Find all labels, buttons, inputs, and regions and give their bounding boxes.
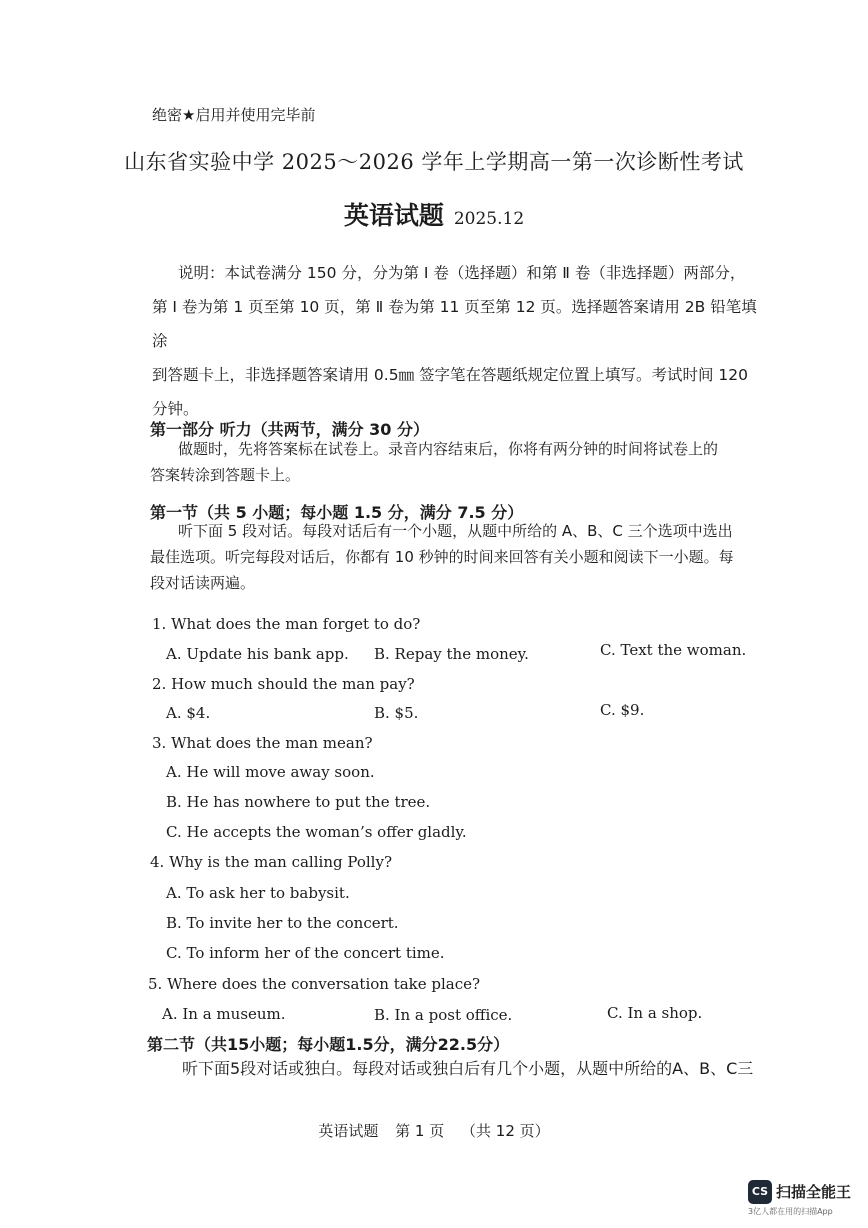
camscanner-name: 扫描全能王: [776, 1183, 852, 1201]
page-footer: [0, 1120, 868, 1141]
exam-date: 2025.12: [453, 209, 525, 229]
question-stem: 1. What does the man forget to do?: [152, 615, 421, 633]
section1-intro-line: 段对话读两遍。: [150, 574, 256, 592]
subject-line: [0, 196, 868, 232]
part1-intro-line: 做题时，先将答案标在试卷上。录音内容结束后，你将有两分钟的时间将试卷上的: [178, 440, 719, 458]
footer-page-number: 第 1 页: [395, 1122, 445, 1140]
footer-page-total: （共 12 页）: [461, 1122, 550, 1140]
instructions-line: 分钟。: [152, 400, 199, 418]
section1-intro-line: 听下面 5 段对话。每段对话后有一个小题，从题中所给的 A、B、C 三个选项中选出: [178, 522, 733, 540]
option-c: C. Text the woman.: [600, 641, 747, 659]
footer-subject: 英语试题: [318, 1122, 379, 1140]
option-b: B. He has nowhere to put the tree.: [166, 793, 431, 811]
option-b: B. To invite her to the concert.: [166, 914, 399, 932]
option-c: C. In a shop.: [607, 1004, 703, 1022]
option-a: A. $4.: [166, 704, 211, 722]
camscanner-tagline: 3亿人都在用的扫描App: [748, 1207, 833, 1216]
section1-heading: 第一节（共 5 小题；每小题 1.5 分，满分 7.5 分）: [150, 503, 524, 522]
part1-intro-line: 答案转涂到答题卡上。: [150, 466, 301, 484]
option-b: B. In a post office.: [374, 1006, 513, 1024]
question-stem: 3. What does the man mean?: [152, 734, 373, 752]
option-c: C. To inform her of the concert time.: [166, 944, 445, 962]
option-c: C. $9.: [600, 701, 645, 719]
instructions: [152, 256, 772, 426]
option-b: B. $5.: [374, 704, 419, 722]
confidential-label: 绝密★启用并使用完毕前: [152, 106, 316, 124]
instructions-line: 第 Ⅰ 卷为第 1 页至第 10 页，第 Ⅱ 卷为第 11 页至第 12 页。选择题答案请用 2B 铅笔填涂: [152, 298, 757, 350]
question-stem: 4. Why is the man calling Polly?: [150, 853, 392, 871]
option-b: B. Repay the money.: [374, 645, 529, 663]
camscanner-logo-icon: CS: [748, 1180, 772, 1204]
option-a: A. Update his bank app.: [166, 645, 349, 663]
subject-title: 英语试题: [343, 201, 444, 230]
option-a: A. He will move away soon.: [166, 763, 375, 781]
part1-heading: 第一部分 听力（共两节，满分 30 分）: [150, 420, 429, 439]
question-stem: 2. How much should the man pay?: [152, 675, 415, 693]
section2-intro-line: 听下面5段对话或独白。每段对话或独白后有几个小题，从题中所给的A、B、C三: [182, 1059, 754, 1078]
exam-title: 山东省实验中学 2025～2026 学年上学期高一第一次诊断性考试: [124, 150, 744, 174]
option-c: C. He accepts the woman’s offer gladly.: [166, 823, 467, 841]
instructions-line: 到答题卡上，非选择题答案请用 0.5㎜ 签字笔在答题纸规定位置上填写。考试时间 120: [152, 366, 749, 384]
instructions-line: 说明：本试卷满分 150 分，分为第 Ⅰ 卷（选择题）和第 Ⅱ 卷（非选择题）两部分，: [178, 264, 746, 282]
section1-intro-line: 最佳选项。听完每段对话后，你都有 10 秒钟的时间来回答有关小题和阅读下一小题。每: [150, 548, 734, 566]
section2-heading: 第二节（共15小题；每小题1.5分，满分22.5分）: [147, 1035, 510, 1054]
option-a: A. To ask her to babysit.: [166, 884, 350, 902]
question-stem: 5. Where does the conversation take place?: [148, 975, 481, 993]
option-a: A. In a museum.: [162, 1005, 286, 1023]
